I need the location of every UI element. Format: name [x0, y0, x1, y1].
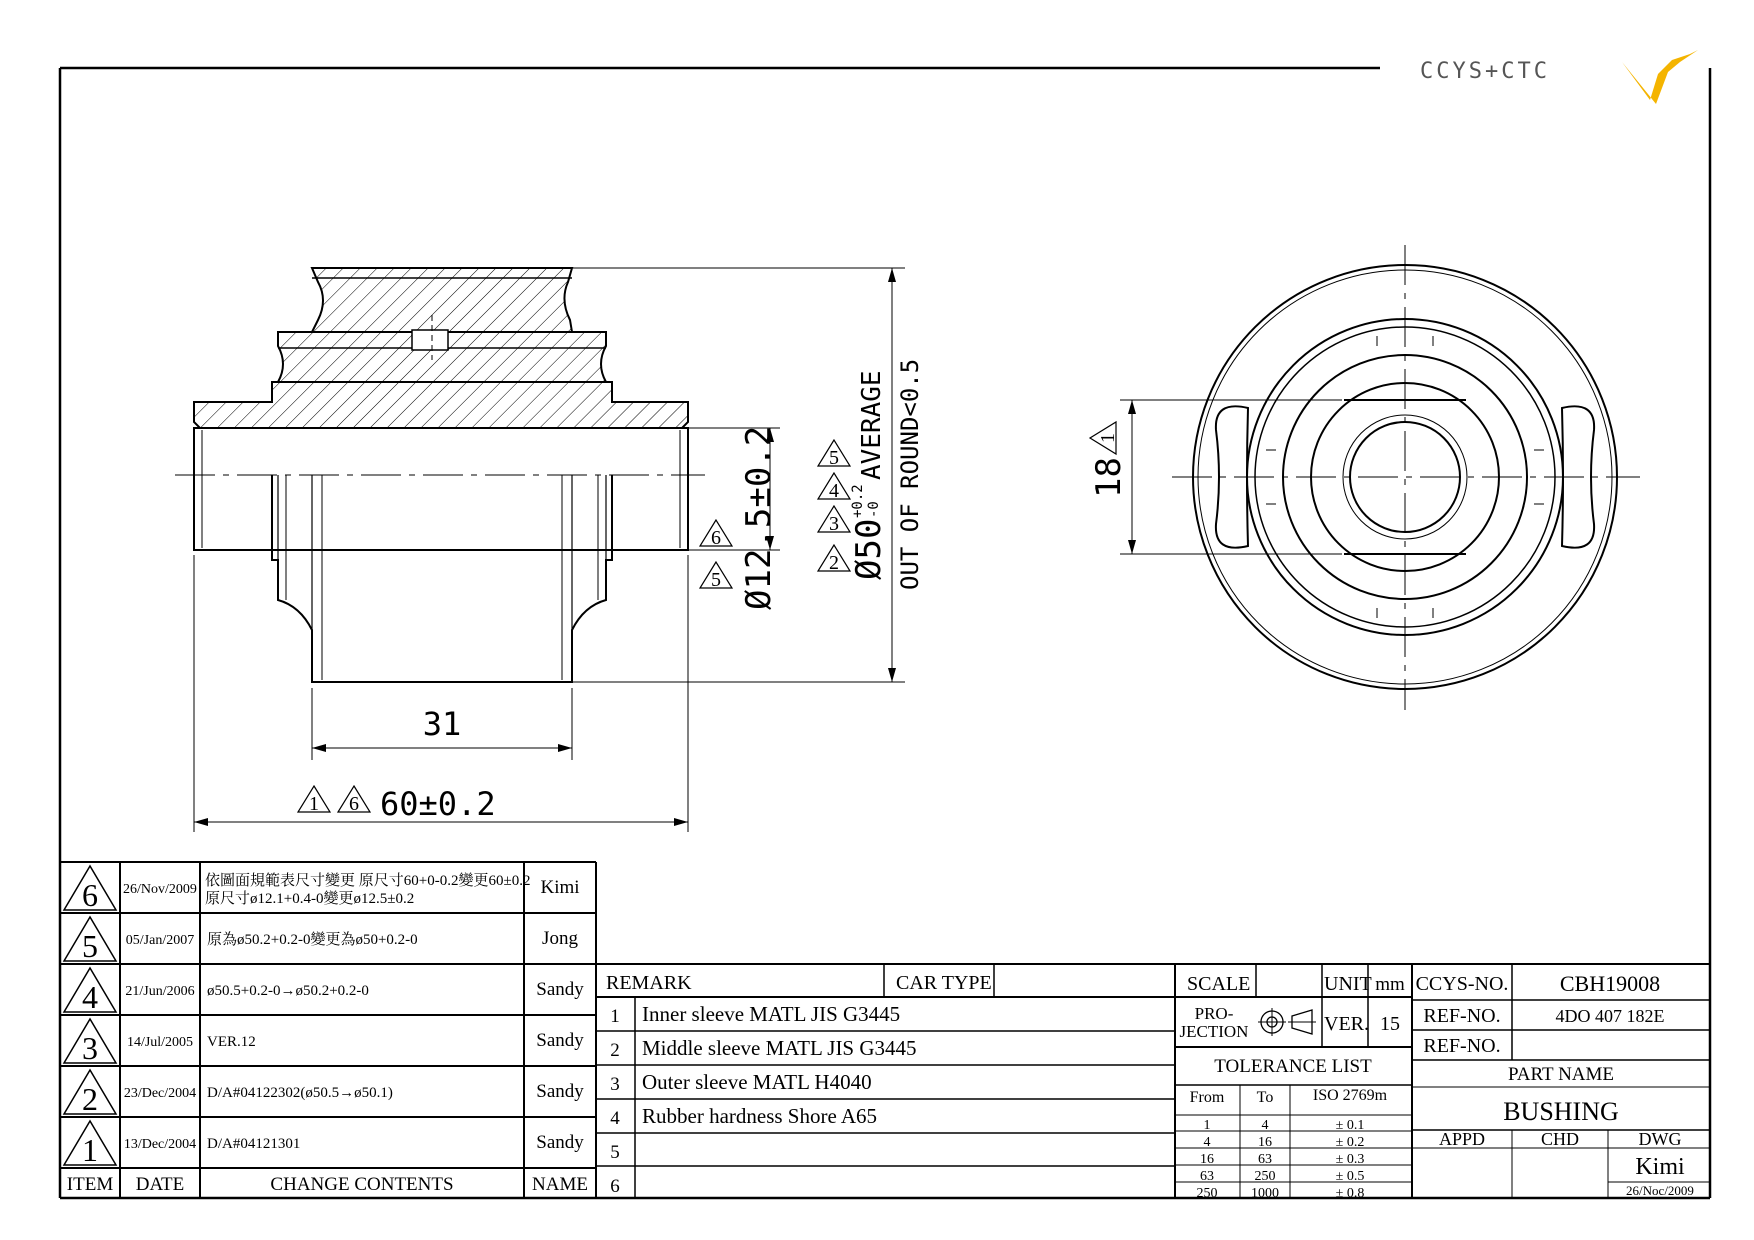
chd-label: CHD: [1540, 1129, 1580, 1149]
remark-number: 5: [610, 1142, 620, 1163]
rev-change-line1: D/A#04121301: [207, 1136, 301, 1152]
tol-from: 250: [1196, 1186, 1218, 1201]
title-block: [1175, 964, 1710, 1201]
dim-od-suffix: AVERAGE: [857, 370, 887, 480]
first-angle-projection-icon: [1258, 1008, 1316, 1036]
rev-change-line2: 原尺寸ø12.1+0.4-0變更ø12.5±0.2: [205, 891, 415, 907]
dwg-name: Kimi: [1635, 1154, 1685, 1180]
tol-header-iso: ISO 2769m: [1312, 1087, 1388, 1104]
rev-date: 13/Dec/2004: [123, 1137, 197, 1152]
dim-bore-diameter: Ø12.5±0.2: [739, 425, 779, 610]
dim-core-width: 31: [422, 705, 462, 743]
ref-no2-label: REF-NO.: [1423, 1035, 1501, 1057]
sheet-border: [60, 68, 1710, 1198]
rev-tag-2: 2: [829, 552, 839, 574]
remark-number: 6: [610, 1176, 620, 1197]
rev-item-number: 4: [82, 979, 98, 1015]
tol-header-from: From: [1189, 1089, 1225, 1106]
dwg-label: DWG: [1638, 1129, 1682, 1149]
tol-to: 16: [1258, 1135, 1272, 1150]
projection-label-1: PRO-: [1194, 1004, 1234, 1023]
rev-name: Sandy: [536, 1081, 584, 1102]
rev-name: Sandy: [536, 1132, 584, 1153]
logo-flame-icon: [1622, 50, 1698, 104]
rev-header-change: CHANGE CONTENTS: [270, 1174, 454, 1195]
remark-number: 4: [610, 1108, 620, 1129]
rev-item-number: 1: [82, 1132, 98, 1168]
scale-label: SCALE: [1187, 973, 1251, 995]
rev-header-date: DATE: [135, 1174, 185, 1195]
end-view: [1172, 245, 1640, 710]
rev-date: 26/Nov/2009: [123, 882, 197, 897]
tol-to: 250: [1254, 1169, 1276, 1184]
projection-label-2: JECTION: [1179, 1022, 1249, 1041]
unit-label: UNIT: [1324, 973, 1372, 995]
unit-value: mm: [1375, 974, 1405, 995]
rev-name: Kimi: [540, 877, 580, 898]
ver-value: 15: [1380, 1013, 1400, 1035]
tol-value: ± 0.5: [1335, 1169, 1365, 1184]
rev-item-number: 2: [82, 1081, 98, 1117]
dim-slot-width: 18: [1089, 457, 1129, 498]
ccys-no-label: CCYS-NO.: [1415, 973, 1509, 995]
ccys-no-value: CBH19008: [1559, 971, 1661, 996]
company-logo: [1420, 50, 1698, 104]
rev-tag-4: 4: [829, 480, 839, 502]
tol-to: 1000: [1251, 1186, 1279, 1201]
rev-tag-6: 6: [349, 793, 359, 815]
dim-bore-tags: [700, 520, 732, 591]
logo-text: CCYS+CTC: [1420, 59, 1550, 84]
dim-overall-width: 60±0.2: [380, 785, 496, 823]
remark-number: 1: [610, 1006, 620, 1027]
ver-label: VER.: [1324, 1013, 1369, 1035]
rev-header-name: NAME: [532, 1174, 588, 1195]
rev-tag-5: 5: [829, 447, 839, 469]
rev-change-line1: ø50.5+0.2-0→ø50.2+0.2-0: [207, 983, 369, 999]
dwg-date: 26/Noc/2009: [1626, 1183, 1694, 1198]
section-view: [175, 268, 705, 682]
rev-item-number: 5: [82, 928, 98, 964]
tol-value: ± 0.1: [1335, 1118, 1365, 1133]
rev-date: 14/Jul/2005: [126, 1035, 194, 1050]
rev-change-line1: 原為ø50.2+0.2-0變更為ø50+0.2-0: [207, 932, 418, 948]
rev-item-number: 6: [82, 877, 98, 913]
rev-tag-1: 1: [309, 793, 319, 815]
rev-tag-5: 5: [711, 569, 721, 591]
appd-label: APPD: [1438, 1129, 1486, 1149]
rev-name: Sandy: [536, 1030, 584, 1051]
rev-tag-6: 6: [711, 527, 721, 549]
rev-header-item: ITEM: [66, 1174, 114, 1195]
ref-no-label: REF-NO.: [1423, 1005, 1501, 1027]
rev-name: Jong: [542, 928, 578, 949]
remark-number: 3: [610, 1074, 620, 1095]
inner-sleeve-section: [194, 382, 688, 428]
rev-date: 05/Jan/2007: [125, 933, 195, 948]
rev-tag-1: 1: [1097, 433, 1119, 443]
rev-item-number: 3: [82, 1030, 98, 1066]
tol-header-to: To: [1256, 1089, 1274, 1106]
dim-out-of-round: OUT OF ROUND<0.5: [896, 358, 924, 590]
rev-change-line1: 依圖面規範表尺寸變更 原尺寸60+0-0.2變更60±0.2: [205, 873, 531, 889]
dim-width-tags: [298, 786, 370, 815]
inner-tube-body: [194, 428, 688, 550]
rev-date: 23/Dec/2004: [123, 1086, 197, 1101]
tol-from: 1: [1203, 1118, 1211, 1133]
tol-to: 4: [1261, 1118, 1269, 1133]
tol-from: 4: [1203, 1135, 1211, 1150]
dim-od-tol-upper: +0.2: [850, 484, 866, 518]
tol-value: ± 0.2: [1335, 1135, 1365, 1150]
tolerance-title: TOLERANCE LIST: [1214, 1056, 1372, 1077]
remark-text: Rubber hardness Shore A65: [642, 1104, 878, 1128]
ref-no-value: 4DO 407 182E: [1555, 1006, 1665, 1026]
rev-name: Sandy: [536, 979, 584, 1000]
dim-od-value: Ø50: [849, 518, 889, 580]
tol-from: 63: [1200, 1169, 1214, 1184]
tol-to: 63: [1258, 1152, 1272, 1167]
rev-tag-3: 3: [829, 513, 839, 535]
remark-text: Outer sleeve MATL H4040: [642, 1070, 872, 1094]
remark-text: Inner sleeve MATL JIS G3445: [642, 1002, 901, 1026]
tol-value: ± 0.8: [1335, 1186, 1365, 1201]
tol-from: 16: [1200, 1152, 1214, 1167]
part-name-label: PART NAME: [1507, 1064, 1615, 1085]
rev-change-line1: D/A#04122302(ø50.5→ø50.1): [207, 1085, 393, 1101]
rev-date: 21/Jun/2006: [125, 984, 195, 999]
dim-od-tags: [818, 440, 850, 574]
rev-change-line1: VER.12: [207, 1034, 256, 1050]
remark-header: REMARK: [606, 972, 692, 994]
dim-outer-diameter: [849, 370, 889, 580]
revision-table: [60, 862, 596, 1198]
part-name-value: BUSHING: [1503, 1097, 1619, 1126]
tol-value: ± 0.3: [1335, 1152, 1365, 1167]
dim-od-tol-lower: -0: [866, 501, 882, 518]
remark-text: Middle sleeve MATL JIS G3445: [642, 1036, 917, 1060]
car-type-label: CAR TYPE: [896, 972, 992, 994]
outer-body: [272, 475, 612, 682]
remark-number: 2: [610, 1040, 620, 1061]
